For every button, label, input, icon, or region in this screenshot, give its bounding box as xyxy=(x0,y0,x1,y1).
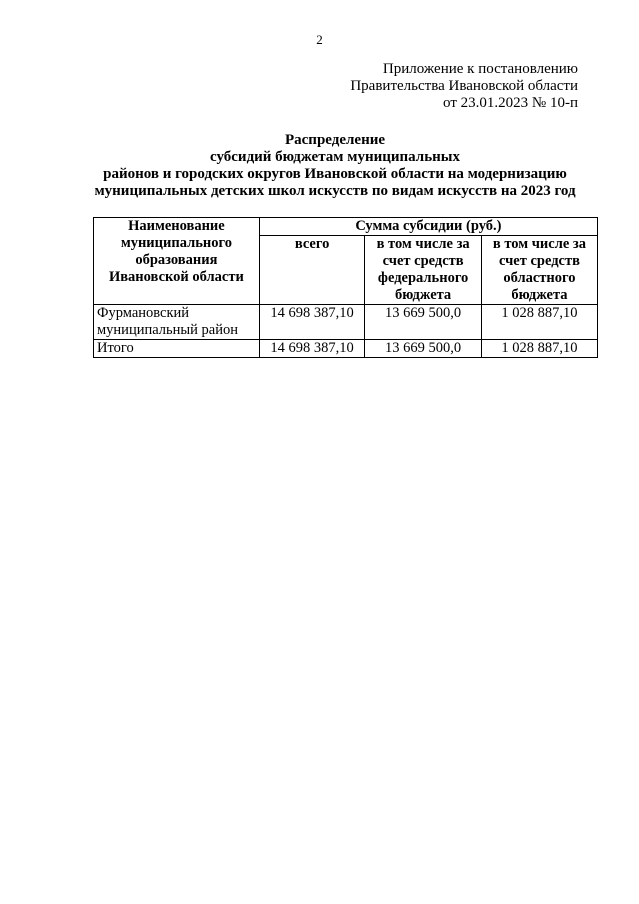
table-row-total xyxy=(94,340,598,358)
document-title xyxy=(70,132,600,200)
header-regional: в том числе за счет средств областного бюджета xyxy=(481,236,597,305)
appendix-line-2: Правительства Ивановской области xyxy=(350,78,578,94)
table-header-row-1 xyxy=(94,218,598,236)
title-line-3: районов и городских округов Ивановской области на модернизацию xyxy=(103,166,567,182)
title-line-2: субсидий бюджетам муниципальных xyxy=(210,149,460,165)
header-federal: в том числе за счет средств федерального бюджета xyxy=(365,236,482,305)
cell-municipality: Фурмановский муниципальный район xyxy=(94,305,260,340)
cell-regional: 1 028 887,10 xyxy=(481,305,597,340)
cell-federal: 13 669 500,0 xyxy=(365,305,482,340)
appendix-line-1: Приложение к постановлению xyxy=(382,61,578,77)
subsidy-table xyxy=(93,217,598,358)
cell-total-federal: 13 669 500,0 xyxy=(365,340,482,358)
header-total: всего xyxy=(259,236,365,305)
appendix-line-3: от 23.01.2023 № 10-п xyxy=(443,95,578,111)
cell-total-label: Итого xyxy=(94,340,260,358)
cell-total: 14 698 387,10 xyxy=(259,305,365,340)
appendix-note xyxy=(350,61,578,112)
cell-total-regional: 1 028 887,10 xyxy=(481,340,597,358)
title-line-1: Распределение xyxy=(284,132,386,148)
header-subsidy-sum: Сумма субсидии (руб.) xyxy=(259,218,597,236)
page-number: 2 xyxy=(316,32,323,47)
cell-total-sum: 14 698 387,10 xyxy=(259,340,365,358)
title-line-4: муниципальных детских школ искусств по видам искусств на 2023 год xyxy=(94,183,576,199)
table-row xyxy=(94,305,598,340)
header-municipality: Наименование муниципального образования Ивановской области xyxy=(94,218,260,305)
